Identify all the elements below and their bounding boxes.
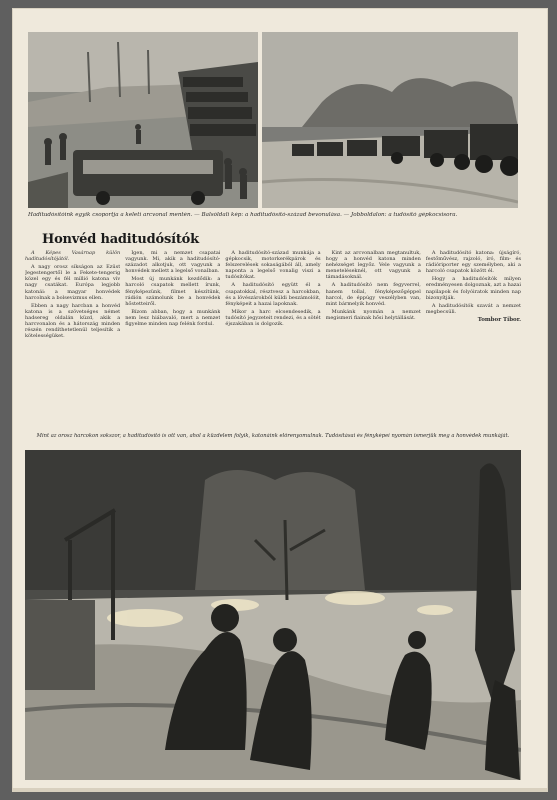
article-paragraph: A haditudósító együtt él a csapatokkal, résztvesz a harcokban, és a lövészárokból küldi beszámolóit, fényképeit a hazai lapoknak.	[225, 282, 321, 307]
article-paragraph: A haditudósító nem fegyverrel, hanem tollal, fényképezőgéppel harcol, de éppúgy veszélyben van, mint bármelyik honvéd.	[325, 282, 421, 307]
article-column-2	[125, 250, 220, 430]
article-paragraph: Hogy a haditudósítók milyen eredményesen dolgoznak, azt a hazai napilapok és folyóiratok minden nap bizonyítják.	[425, 276, 522, 301]
article-paragraph: Kint az arcvonalban megtanultuk, hogy a honvéd katona minden nehézséget legyőz. Vele vagyunk a meneteléseknél, ott vagyunk a támadásoknál.	[325, 250, 421, 281]
article-paragraph: A haditudósító katona: újságíró, festőművész, rajzoló, író, film- és rádióriporter egy személyben, aki a harcoló csapatok között él.	[425, 250, 522, 275]
photo-troops-column	[28, 32, 258, 208]
article-paragraph: A haditudósítók szavát a nemzet megbecsüli.	[425, 302, 522, 315]
article-paragraph: Most új munkánk kezdődik: a harcoló csapatok mellett írunk, fényképezünk, filmet készítünk, rádión számolunk be a honvédek hőstetteiről.	[125, 276, 221, 307]
article-signature: Tombor Tibor.	[477, 316, 522, 323]
bottom-photo-caption: Mint az orosz harcokon sokszor, a haditudósító is ott van, ahol a küzdelem folyik, katonáink előrenyomulnak. Tudósításai és fényképei nyomán ismerjük meg a honvédek munkáját.	[36, 433, 510, 439]
article-paragraph: A Képes Vasárnap külön haditudósítójától.	[25, 250, 121, 263]
top-photos-caption: Haditudósítóink egyik csoportja a keleti arcvonal mentén. — Balsóldali kép: a haditudósító-század bevonulása. — Jobboldalon: a tudósító gépkocsisora.	[28, 212, 458, 218]
article-paragraph: A haditudósító-század munkája a gépkocsik, motorkerékpárok és felszerelések sokaságából áll, amely naponta a legelső vonalig viszi a tudósítókat.	[225, 250, 321, 281]
article-column-3	[225, 250, 320, 430]
article-column-5	[426, 250, 521, 430]
article-paragraph: Mikor a harc elcsendesedik, a tudósító jegyzeteit rendezi, és a sötét éjszakában is dolgozik.	[225, 308, 321, 328]
photo-vehicle-convoy	[262, 32, 518, 208]
article-headline: Honvéd haditudósítók	[42, 232, 199, 247]
article-paragraph: Igen, mi a nemzet csapatai vagyunk. Mi, akik a haditudósító-századot alkotjuk, ott vagyunk a honvédek mellett a legelső vonalban.	[125, 250, 221, 275]
article-paragraph: Ebben a nagy harcban a honvéd katona is a szövetséges német hadsereg oldalán küzd, akik a harcvonalon és a hátország minden részén rendíthetetlenül teljesítik a kötelességüket.	[25, 302, 121, 340]
article-paragraph: Bízom abban, hogy a munkánk nem lesz hiábavaló, mert a nemzet figyelme minden nap felénk fordul.	[125, 308, 221, 328]
article-body	[25, 250, 521, 430]
photo-burning-village	[25, 450, 521, 780]
page-bottom-edge	[12, 788, 548, 792]
article-column-4	[326, 250, 421, 430]
article-column-1	[25, 250, 120, 430]
article-paragraph: A nagy orosz síkságon az Ezüst Jegestengertől le a Fekete-tengerig közel egy és fél millió katona vív nagy csatákat. Európa legjobb katonái: a magyar honvédek harcolnak a bolsevizmus ellen.	[25, 264, 121, 301]
article-paragraph: Munkánk nyomán a nemzet megismeri fiainak hősi helytállását.	[325, 308, 421, 321]
